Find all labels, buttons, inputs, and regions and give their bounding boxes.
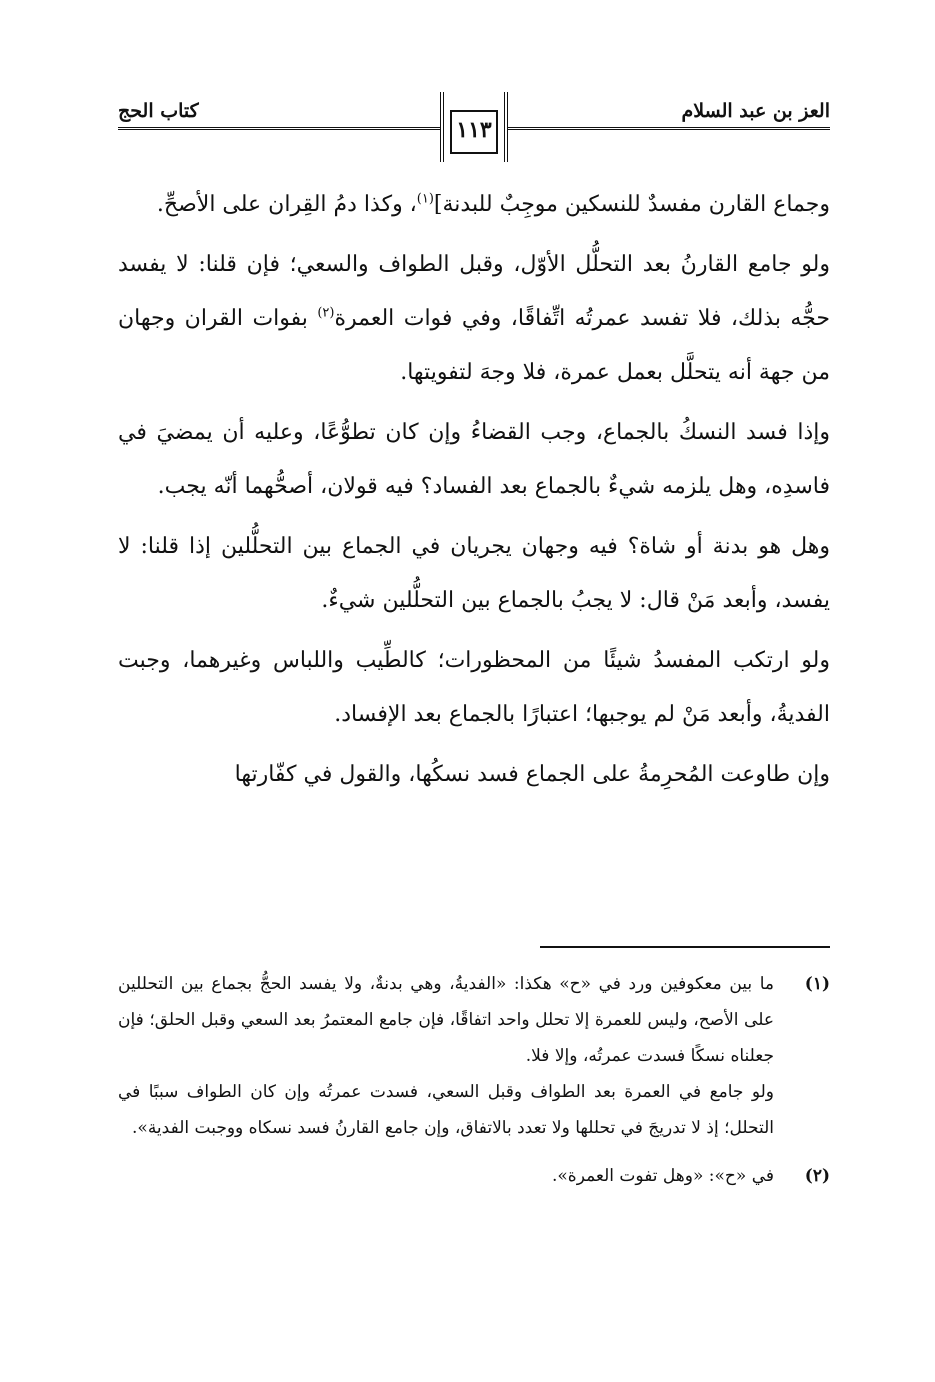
header-rule-left xyxy=(118,127,440,130)
footnote-ref: (٢) xyxy=(317,305,335,321)
header-rule-right xyxy=(508,127,830,130)
footnote-ref: (١) xyxy=(416,191,434,207)
footnote-2 xyxy=(118,1158,830,1194)
book-title: كتاب الحج xyxy=(118,100,199,122)
author-title: العز بن عبد السلام xyxy=(681,100,830,122)
main-text xyxy=(118,178,830,802)
paragraph-4: وهل هو بدنة أو شاة؟ فيه وجهان يجريان في الجماع بين التحلُّلين إذا قلنا: لا يفسد، وأبعد مَنْ قال: لا يجبُ بالجماع بين التحلُّلين شيءٌ. xyxy=(118,534,830,613)
running-header xyxy=(118,92,830,172)
footnote-number: (١) xyxy=(804,974,830,994)
page-number: ١١٣ xyxy=(450,110,498,154)
paragraph-5: ولو ارتكب المفسدُ شيئًا من المحظورات؛ كالطِّيب واللباس وغيرهما، وجبت الفديةُ، وأبعد مَنْ لم يوجبها؛ اعتبارًا بالجماع بعد الإفساد. xyxy=(118,648,830,727)
paragraph-1 xyxy=(118,178,830,232)
footnotes xyxy=(118,966,830,1194)
paragraph-text: بفوات القران وجهان من جهة أنه يتحلَّل بعمل عمرة، فلا وجهَ لتفويتها. xyxy=(118,306,830,385)
page-number-frame xyxy=(440,92,508,162)
paragraph-text: ، وكذا دمُ القِران على الأصحِّ. xyxy=(156,192,417,217)
paragraph-text: وجماع القارن مفسدٌ للنسكين موجِبٌ للبدنة] xyxy=(433,192,830,217)
footnote-separator xyxy=(540,946,830,948)
footnote-text xyxy=(118,966,774,1146)
footnote-line: ما بين معكوفين ورد في «ح» هكذا: «الفديةُ، وهي بدنةٌ، ولا يفسد الحجُّ بجماع بين التحللين على الأصح، وليس للعمرة إلا تحلل واحد اتفاقًا، فإن جامع المعتمرُ بعد السعي وقبل الحلق؛ فإن جعلناه نسكًا فسدت عمرتُه، وإلا فلا. xyxy=(118,974,774,1066)
footnote-line: في «ح»: «وهل تفوت العمرة». xyxy=(551,1166,774,1186)
footnote-1 xyxy=(118,966,830,1146)
paragraph-3: وإذا فسد النسكُ بالجماع، وجب القضاءُ وإن كان تطوُّعًا، وعليه أن يمضيَ في فاسدِه، وهل يلزمه شيءٌ بالجماع بعد الفساد؟ فيه قولان، أصحُّهما أنّه يجب. xyxy=(118,420,830,499)
footnote-number: (٢) xyxy=(804,1166,830,1186)
paragraph-2 xyxy=(118,238,830,400)
paragraph-text: ولو جامع القارنُ بعد التحلُّل الأوّل، وقبل الطواف والسعي؛ فإن قلنا: لا يفسد حجُّه بذلك، فلا تفسد عمرتُه اتِّفاقًا، وفي فوات العمرة xyxy=(118,252,830,331)
paragraph-6: وإن طاوعت المُحرِمةُ على الجماع فسد نسكُها، والقول في كفّارتها xyxy=(234,762,830,787)
footnote-text xyxy=(118,1158,774,1194)
footnote-line: ولو جامع في العمرة بعد الطواف وقبل السعي، فسدت عمرتُه وإن كان الطواف سببًا في التحلل؛ إذ لا تدريجَ في تحللها ولا تعدد بالاتفاق، وإن جامع القارنُ فسد نسكاه ووجبت الفدية». xyxy=(118,1082,774,1138)
